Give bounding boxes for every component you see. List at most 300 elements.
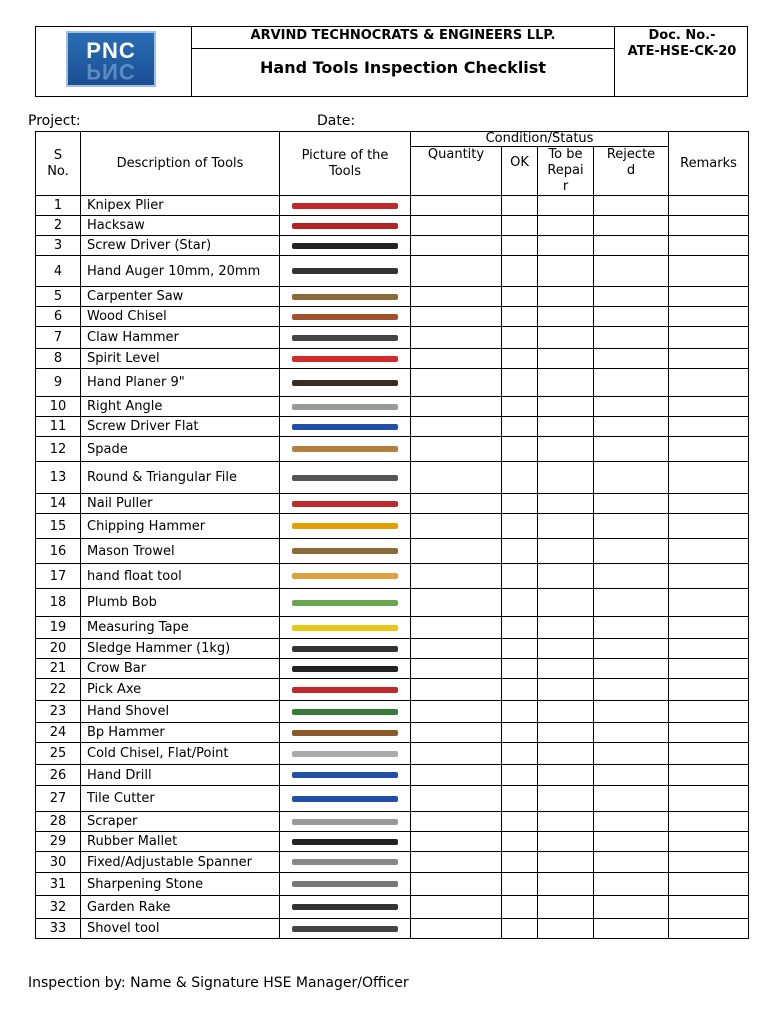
tool-image [292,819,398,825]
ok-cell[interactable] [502,307,538,327]
table-row [36,417,749,437]
rejected-cell[interactable] [594,494,669,514]
remarks-cell[interactable] [669,397,749,417]
repair-cell[interactable] [538,216,594,236]
table-row [36,812,749,832]
remarks-cell[interactable] [669,564,749,589]
repair-cell[interactable] [538,369,594,397]
quantity-cell[interactable] [411,349,502,369]
tool-description: Screw Driver (Star) [81,236,280,256]
tool-image [292,859,398,865]
tool-picture [280,327,411,349]
repair-cell[interactable] [538,832,594,852]
remarks-cell[interactable] [669,873,749,896]
ok-cell[interactable] [502,639,538,659]
quantity-cell[interactable] [411,369,502,397]
remarks-cell[interactable] [669,832,749,852]
tool-image [292,772,398,778]
row-number: 26 [36,765,81,786]
quantity-cell[interactable] [411,896,502,919]
tool-image [292,314,398,320]
remarks-cell[interactable] [669,514,749,539]
row-number: 12 [36,437,81,462]
row-number: 11 [36,417,81,437]
repair-cell[interactable] [538,786,594,812]
row-number: 8 [36,349,81,369]
table-row [36,327,749,349]
tool-description: Spade [81,437,280,462]
tool-image [292,730,398,736]
repair-cell[interactable] [538,564,594,589]
ok-cell[interactable] [502,417,538,437]
quantity-cell[interactable] [411,659,502,679]
rejected-cell[interactable] [594,743,669,765]
quantity-cell[interactable] [411,873,502,896]
remarks-cell[interactable] [669,659,749,679]
row-number: 30 [36,852,81,873]
tool-image [292,600,398,606]
row-number: 20 [36,639,81,659]
table-row [36,494,749,514]
row-number: 29 [36,832,81,852]
remarks-cell[interactable] [669,369,749,397]
table-row [36,287,749,307]
document-title: Hand Tools Inspection Checklist [260,58,546,77]
rejected-cell[interactable] [594,514,669,539]
remarks-cell[interactable] [669,852,749,873]
document-header [35,26,748,97]
tool-description: hand float tool [81,564,280,589]
row-number: 28 [36,812,81,832]
tool-image [292,268,398,274]
quantity-cell[interactable] [411,617,502,639]
tool-picture [280,494,411,514]
tool-image [292,203,398,209]
ok-cell[interactable] [502,397,538,417]
col-description-header: Description of Tools [81,132,280,196]
tool-description: Cold Chisel, Flat/Point [81,743,280,765]
ok-cell[interactable] [502,919,538,939]
remarks-cell[interactable] [669,216,749,236]
repair-cell[interactable] [538,539,594,564]
tool-image [292,709,398,715]
table-row [36,236,749,256]
tool-description: Rubber Mallet [81,832,280,852]
col-remarks-header: Remarks [669,132,749,196]
ok-cell[interactable] [502,743,538,765]
rejected-cell[interactable] [594,639,669,659]
rejected-cell[interactable] [594,617,669,639]
quantity-cell[interactable] [411,462,502,494]
quantity-cell[interactable] [411,589,502,617]
ok-cell[interactable] [502,873,538,896]
remarks-cell[interactable] [669,617,749,639]
repair-cell[interactable] [538,639,594,659]
ok-cell[interactable] [502,564,538,589]
repair-cell[interactable] [538,494,594,514]
row-number: 19 [36,617,81,639]
remarks-cell[interactable] [669,327,749,349]
quantity-cell[interactable] [411,539,502,564]
table-row [36,514,749,539]
tool-description: Tile Cutter [81,786,280,812]
rejected-cell[interactable] [594,786,669,812]
tool-picture [280,539,411,564]
rejected-cell[interactable] [594,196,669,216]
repair-cell[interactable] [538,307,594,327]
rejected-cell[interactable] [594,873,669,896]
tool-picture [280,679,411,701]
company-logo [66,31,156,87]
tool-image [292,380,398,386]
table-row [36,307,749,327]
repair-cell[interactable] [538,812,594,832]
quantity-cell[interactable] [411,494,502,514]
rejected-cell[interactable] [594,723,669,743]
remarks-cell[interactable] [669,349,749,369]
repair-cell[interactable] [538,743,594,765]
tool-picture [280,765,411,786]
tool-picture [280,307,411,327]
rejected-cell[interactable] [594,564,669,589]
row-number: 22 [36,679,81,701]
quantity-cell[interactable] [411,397,502,417]
row-number: 23 [36,701,81,723]
logo-reflection: PNC [86,59,136,84]
rejected-cell[interactable] [594,765,669,786]
row-number: 10 [36,397,81,417]
quantity-cell[interactable] [411,307,502,327]
repair-cell[interactable] [538,397,594,417]
tool-description: Hand Shovel [81,701,280,723]
quantity-cell[interactable] [411,812,502,832]
row-number: 15 [36,514,81,539]
tool-image [292,475,398,481]
company-name: ARVIND TECHNOCRATS & ENGINEERS LLP. [192,27,614,49]
ok-cell[interactable] [502,539,538,564]
repair-cell[interactable] [538,919,594,939]
tool-picture [280,589,411,617]
tool-picture [280,256,411,287]
repair-cell[interactable] [538,256,594,287]
tool-picture [280,397,411,417]
table-row [36,896,749,919]
tool-image [292,223,398,229]
remarks-cell[interactable] [669,765,749,786]
repair-cell[interactable] [538,765,594,786]
row-number: 14 [36,494,81,514]
ok-cell[interactable] [502,617,538,639]
quantity-cell[interactable] [411,327,502,349]
rejected-cell[interactable] [594,539,669,564]
row-number: 17 [36,564,81,589]
quantity-cell[interactable] [411,236,502,256]
repair-cell[interactable] [538,349,594,369]
row-number: 7 [36,327,81,349]
tool-image [292,687,398,693]
col-rejected-header: Rejected [594,147,669,196]
repair-cell[interactable] [538,236,594,256]
tool-image [292,904,398,910]
repair-cell[interactable] [538,327,594,349]
rejected-cell[interactable] [594,369,669,397]
remarks-cell[interactable] [669,256,749,287]
rejected-cell[interactable] [594,349,669,369]
tool-picture [280,369,411,397]
row-number: 13 [36,462,81,494]
rejected-cell[interactable] [594,216,669,236]
remarks-cell[interactable] [669,437,749,462]
repair-cell[interactable] [538,617,594,639]
tool-picture [280,564,411,589]
tool-description: Garden Rake [81,896,280,919]
ok-cell[interactable] [502,256,538,287]
remarks-cell[interactable] [669,307,749,327]
row-number: 31 [36,873,81,896]
tool-description: Right Angle [81,397,280,417]
quantity-cell[interactable] [411,701,502,723]
tool-image [292,646,398,652]
rejected-cell[interactable] [594,589,669,617]
checklist-rows [36,196,749,939]
row-number: 32 [36,896,81,919]
repair-cell[interactable] [538,723,594,743]
tool-description: Crow Bar [81,659,280,679]
rejected-cell[interactable] [594,852,669,873]
ok-cell[interactable] [502,812,538,832]
ok-cell[interactable] [502,589,538,617]
row-number: 5 [36,287,81,307]
quantity-cell[interactable] [411,564,502,589]
quantity-cell[interactable] [411,639,502,659]
tool-image [292,625,398,631]
remarks-cell[interactable] [669,701,749,723]
remarks-cell[interactable] [669,589,749,617]
repair-cell[interactable] [538,701,594,723]
remarks-cell[interactable] [669,896,749,919]
tool-description: Spirit Level [81,349,280,369]
row-number: 9 [36,369,81,397]
repair-cell[interactable] [538,659,594,679]
quantity-cell[interactable] [411,514,502,539]
row-number: 6 [36,307,81,327]
doc-number: ATE-HSE-CK-20 [627,44,737,59]
remarks-cell[interactable] [669,743,749,765]
tool-description: Nail Puller [81,494,280,514]
quantity-cell[interactable] [411,743,502,765]
remarks-cell[interactable] [669,236,749,256]
ok-cell[interactable] [502,349,538,369]
ok-cell[interactable] [502,462,538,494]
ok-cell[interactable] [502,765,538,786]
tool-picture [280,812,411,832]
ok-cell[interactable] [502,216,538,236]
logo-text: PNC [86,38,136,63]
repair-cell[interactable] [538,589,594,617]
ok-cell[interactable] [502,852,538,873]
repair-cell[interactable] [538,852,594,873]
tool-picture [280,417,411,437]
tool-description: Knipex Plier [81,196,280,216]
tool-image [292,243,398,249]
ok-cell[interactable] [502,701,538,723]
tool-image [292,573,398,579]
ok-cell[interactable] [502,196,538,216]
table-row [36,462,749,494]
tool-image [292,294,398,300]
rejected-cell[interactable] [594,437,669,462]
repair-cell[interactable] [538,287,594,307]
table-row [36,723,749,743]
remarks-cell[interactable] [669,679,749,701]
rejected-cell[interactable] [594,659,669,679]
tool-description: Fixed/Adjustable Spanner [81,852,280,873]
table-row [36,617,749,639]
tool-description: Hacksaw [81,216,280,236]
row-number: 21 [36,659,81,679]
col-repair-header: To be Repair [538,147,594,196]
date-label: Date: [317,113,356,129]
remarks-cell[interactable] [669,462,749,494]
table-row [36,256,749,287]
col-quantity-header: Quantity [411,147,502,196]
quantity-cell[interactable] [411,287,502,307]
tool-description: Round & Triangular File [81,462,280,494]
tool-picture [280,216,411,236]
rejected-cell[interactable] [594,236,669,256]
ok-cell[interactable] [502,369,538,397]
tool-description: Pick Axe [81,679,280,701]
ok-cell[interactable] [502,786,538,812]
row-number: 25 [36,743,81,765]
tool-description: Wood Chisel [81,307,280,327]
quantity-cell[interactable] [411,437,502,462]
tool-image [292,523,398,529]
tool-image [292,926,398,932]
rejected-cell[interactable] [594,919,669,939]
tool-image [292,548,398,554]
tool-image [292,335,398,341]
rejected-cell[interactable] [594,679,669,701]
repair-cell[interactable] [538,417,594,437]
rejected-cell[interactable] [594,256,669,287]
repair-cell[interactable] [538,873,594,896]
rejected-cell[interactable] [594,417,669,437]
tool-description: Mason Trowel [81,539,280,564]
rejected-cell[interactable] [594,462,669,494]
rejected-cell[interactable] [594,307,669,327]
table-row [36,639,749,659]
remarks-cell[interactable] [669,196,749,216]
remarks-cell[interactable] [669,812,749,832]
ok-cell[interactable] [502,723,538,743]
table-row [36,539,749,564]
ok-cell[interactable] [502,896,538,919]
row-number: 4 [36,256,81,287]
remarks-cell[interactable] [669,494,749,514]
ok-cell[interactable] [502,832,538,852]
repair-cell[interactable] [538,437,594,462]
repair-cell[interactable] [538,462,594,494]
col-condition-header: Condition/Status [411,132,669,147]
tool-description: Scraper [81,812,280,832]
rejected-cell[interactable] [594,832,669,852]
quantity-cell[interactable] [411,765,502,786]
tool-picture [280,236,411,256]
ok-cell[interactable] [502,494,538,514]
remarks-cell[interactable] [669,639,749,659]
quantity-cell[interactable] [411,723,502,743]
tool-description: Shovel tool [81,919,280,939]
quantity-cell[interactable] [411,256,502,287]
table-row [36,786,749,812]
rejected-cell[interactable] [594,397,669,417]
ok-cell[interactable] [502,659,538,679]
rejected-cell[interactable] [594,812,669,832]
rejected-cell[interactable] [594,896,669,919]
checklist-table [35,131,749,939]
tool-picture [280,852,411,873]
table-row [36,659,749,679]
remarks-cell[interactable] [669,539,749,564]
ok-cell[interactable] [502,514,538,539]
tool-picture [280,701,411,723]
repair-cell[interactable] [538,679,594,701]
tool-description: Sledge Hammer (1kg) [81,639,280,659]
tool-picture [280,437,411,462]
tool-description: Sharpening Stone [81,873,280,896]
table-row [36,679,749,701]
tool-picture [280,349,411,369]
rejected-cell[interactable] [594,701,669,723]
tool-picture [280,786,411,812]
quantity-cell[interactable] [411,919,502,939]
row-number: 16 [36,539,81,564]
ok-cell[interactable] [502,679,538,701]
tool-picture [280,639,411,659]
remarks-cell[interactable] [669,786,749,812]
quantity-cell[interactable] [411,417,502,437]
quantity-cell[interactable] [411,832,502,852]
tool-image [292,446,398,452]
tool-picture [280,287,411,307]
tool-description: Screw Driver Flat [81,417,280,437]
quantity-cell[interactable] [411,196,502,216]
repair-cell[interactable] [538,514,594,539]
remarks-cell[interactable] [669,919,749,939]
quantity-cell[interactable] [411,216,502,236]
table-row [36,852,749,873]
quantity-cell[interactable] [411,852,502,873]
tool-description: Plumb Bob [81,589,280,617]
ok-cell[interactable] [502,287,538,307]
ok-cell[interactable] [502,327,538,349]
rejected-cell[interactable] [594,327,669,349]
ok-cell[interactable] [502,437,538,462]
repair-cell[interactable] [538,196,594,216]
remarks-cell[interactable] [669,287,749,307]
tool-picture [280,743,411,765]
quantity-cell[interactable] [411,786,502,812]
doc-number-cell [615,27,749,97]
tool-description: Hand Planer 9" [81,369,280,397]
repair-cell[interactable] [538,896,594,919]
remarks-cell[interactable] [669,417,749,437]
quantity-cell[interactable] [411,679,502,701]
ok-cell[interactable] [502,236,538,256]
remarks-cell[interactable] [669,723,749,743]
rejected-cell[interactable] [594,287,669,307]
